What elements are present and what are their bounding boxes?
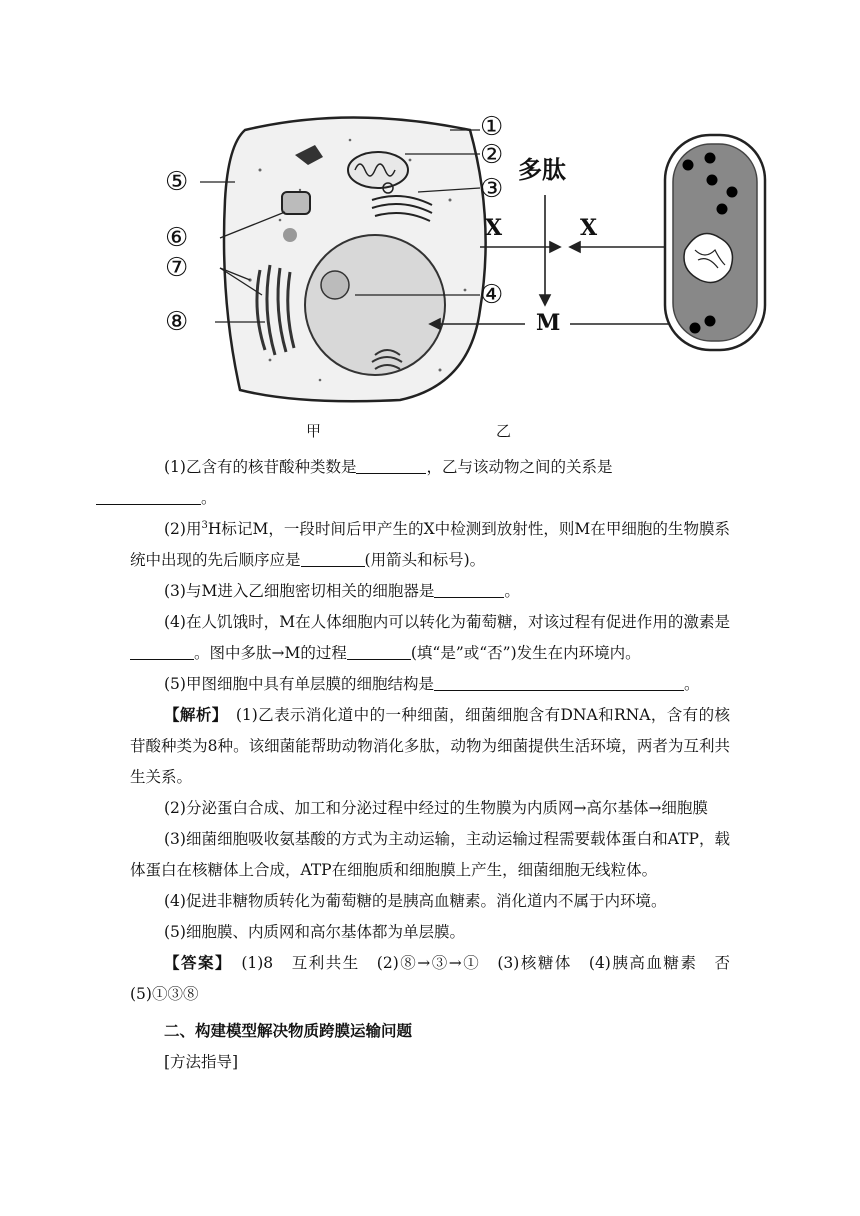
label-4: ④	[480, 280, 504, 310]
method-guide: [方法指导]	[164, 1053, 239, 1071]
answer-blank	[96, 486, 201, 505]
caption-jia: 甲	[306, 422, 322, 440]
answer-blank	[347, 641, 411, 660]
answer-label: 【答案】	[164, 954, 225, 972]
m-label: M	[536, 310, 561, 336]
label-8: ⑧	[165, 307, 189, 337]
label-2: ②	[480, 140, 504, 170]
cell-figure	[150, 100, 800, 445]
label-7: ⑦	[165, 253, 189, 283]
label-5: ⑤	[165, 167, 189, 197]
x-label-right: X	[580, 215, 598, 241]
answer-blank	[434, 579, 504, 598]
polypeptide-label: 多肽	[518, 156, 566, 184]
answer-blank	[356, 455, 426, 474]
label-6: ⑥	[165, 223, 189, 253]
analysis-label: 【解析】	[164, 706, 220, 724]
mitochondrion-shape	[348, 152, 408, 188]
x-label-left: X	[485, 215, 503, 241]
lysosome-shape	[282, 192, 310, 214]
question-3: (3)与M进入乙细胞密切相关的细胞器是 。	[130, 576, 730, 607]
question-5: (5)甲图细胞中具有单层膜的细胞结构是 。	[130, 669, 730, 700]
nucleoid-shape	[684, 234, 732, 283]
question-1: (1)乙含有的核苷酸种类数是 ，乙与该动物之间的关系是 。	[130, 452, 730, 514]
analysis-2: (2)分泌蛋白合成、加工和分泌过程中经过的生物膜为内质网→高尔基体→细胞膜	[164, 799, 708, 817]
answer-blank	[130, 641, 194, 660]
answer-blank	[434, 672, 684, 691]
label-3: ③	[480, 174, 504, 204]
label-1: ①	[480, 112, 504, 142]
question-text	[130, 452, 746, 1078]
analysis-4: (4)促进非糖物质转化为葡萄糖的是胰高血糖素。消化道内不属于内环境。	[164, 892, 667, 910]
question-4: (4)在人饥饿时，M在人体细胞内可以转化为葡萄糖，对该过程有促进作用的激素是。图中多肽→M的过程 (填“是”或“否”)发生在内环境内。	[130, 607, 730, 669]
analysis-3: (3)细菌细胞吸收氨基酸的方式为主动运输，主动运输过程需要载体蛋白和ATP，载体蛋白在核糖体上合成，ATP在细胞质和细胞膜上产生，细菌细胞无线粒体。	[130, 830, 730, 879]
analysis-5: (5)细胞膜、内质网和高尔基体都为单层膜。	[164, 923, 465, 941]
caption-yi: 乙	[496, 422, 512, 440]
answer-line: 【答案】 (1)8 互利共生 (2)⑧→③→① (3)核糖体 (4)胰高血糖素 否 (5)①③⑧	[130, 954, 746, 1003]
analysis-1: 【解析】 (1)乙表示消化道中的一种细菌，细菌细胞含有DNA和RNA，含有的核苷酸种类为8种。该细菌能帮助动物消化多肽，动物为细菌提供生活环境，两者为互利共生关系。	[130, 706, 730, 786]
section-heading: 二、构建模型解决物质跨膜运输问题	[164, 1022, 413, 1040]
answer-blank	[301, 548, 365, 567]
cell-diagram	[150, 100, 800, 420]
question-2: (2)用$^3$H标记M，一段时间后甲产生的X中检测到放射性，则M在甲细胞的生物膜系统中出现的先后顺序应是 (用箭头和标号)。	[130, 519, 730, 569]
